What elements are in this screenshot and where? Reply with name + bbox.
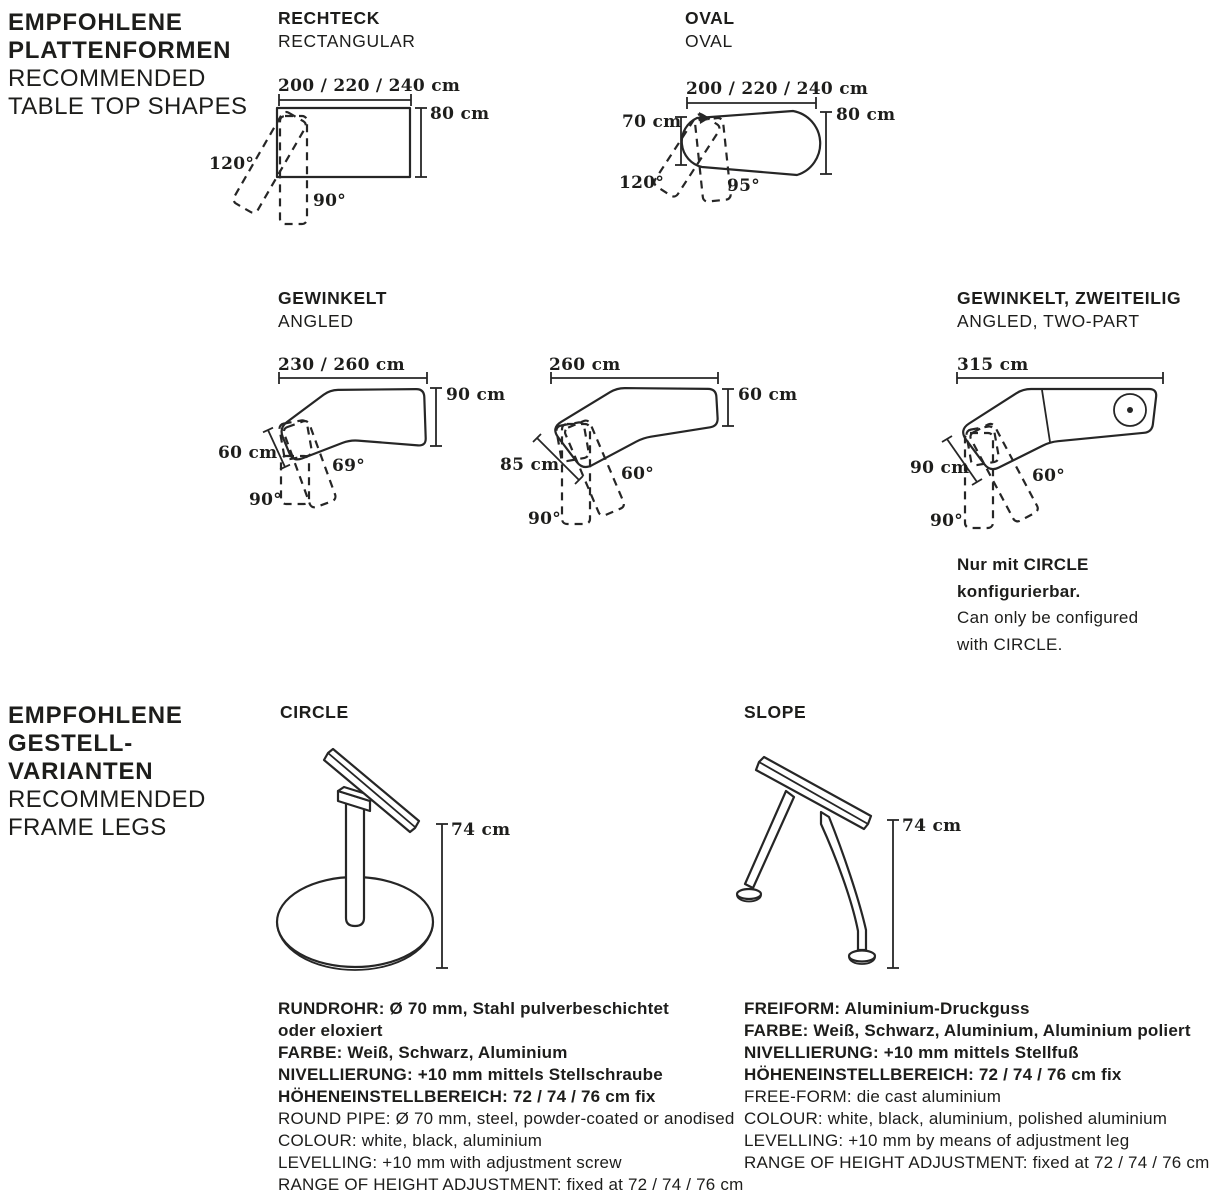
slope-leg-diagram (720, 725, 960, 990)
oval-depth-left-label: 70 cm (622, 112, 682, 132)
slope-spec-en-line: LEVELLING: +10 mm by means of adjustment leg (744, 1131, 1130, 1150)
rechteck-width-label: 200 / 220 / 240 cm (278, 76, 461, 96)
oval-angle-left-label: 120° (619, 173, 665, 193)
gewinkelt1-depth-left-label: 60 cm (218, 443, 278, 463)
slope-spec-de-line: FARBE: Weiß, Schwarz, Aluminium, Aluminium poliert (744, 1021, 1191, 1040)
oval-title-en: OVAL (685, 31, 733, 51)
gewinkelt1-tabletop-outline (282, 389, 426, 459)
gewinkelt-title-en: ANGLED (278, 311, 354, 331)
oval-title-de: OVAL (685, 8, 735, 28)
circle-spec-de-line: NIVELLIERUNG: +10 mm mittels Stellschraube (278, 1065, 663, 1084)
note-de-line: konfigurierbar. (957, 581, 1081, 601)
circle-spec-en-line: RANGE OF HEIGHT ADJUSTMENT: fixed at 72 / 74 / 76 cm (278, 1175, 744, 1194)
circle-spec-de-line: oder eloxiert (278, 1021, 383, 1040)
circle-leg-title: CIRCLE (280, 702, 349, 722)
gewinkelt2-angle-mid-label: 60° (621, 464, 655, 484)
gewinkelt2-width-label: 260 cm (549, 355, 621, 375)
zweiteilig-note (957, 552, 1138, 658)
gewinkelt2-tabletop-outline (555, 388, 717, 467)
slope-spec-de-line: FREIFORM: Aluminium-Druckguss (744, 999, 1030, 1018)
heading-de-line: EMPFOHLENE (8, 9, 183, 36)
frame-legs-section-heading (8, 702, 206, 842)
slope-leg-title: SLOPE (744, 702, 807, 722)
slope-spec-en-line: FREE-FORM: die cast aluminium (744, 1087, 1002, 1106)
oval-title (685, 7, 735, 53)
zweiteilig-title-en: ANGLED, TWO-PART (957, 311, 1140, 331)
zweiteilig-depth-left-label: 90 cm (910, 458, 970, 478)
circle-spec-de-line: FARBE: Weiß, Schwarz, Aluminium (278, 1043, 568, 1062)
rechteck-depth-label: 80 cm (430, 104, 490, 124)
heading-de-line: VARIANTEN (8, 758, 154, 785)
slope-specs (744, 998, 1209, 1174)
zweiteilig-angle-mid-label: 60° (1032, 466, 1066, 486)
slope-left-leg (745, 791, 794, 888)
zweiteilig-angle-left-label: 90° (930, 511, 964, 531)
oval-width-label: 200 / 220 / 240 cm (686, 79, 869, 99)
rechteck-title (278, 7, 416, 53)
slope-spec-de-line: HÖHENEINSTELLBEREICH: 72 / 74 / 76 cm fix (744, 1065, 1122, 1084)
circle-leg-diagram (275, 725, 500, 990)
gewinkelt2-angle-left-label: 90° (528, 509, 562, 529)
gewinkelt2-depth-left-label: 85 cm (500, 455, 560, 475)
gewinkelt1-width-label: 230 / 260 cm (278, 355, 405, 375)
heading-en-line: RECOMMENDED (8, 65, 206, 92)
heading-de-line: PLATTENFORMEN (8, 37, 232, 64)
zweiteilig-diagram (930, 345, 1211, 550)
slope-spec-en-line: RANGE OF HEIGHT ADJUSTMENT: fixed at 72 / 74 / 76 cm (744, 1153, 1210, 1172)
gewinkelt1-depth-right-label: 90 cm (446, 385, 506, 405)
note-de-line: Nur mit CIRCLE (957, 555, 1089, 574)
heading-en-line: FRAME LEGS (8, 814, 167, 841)
slope-right-leg (821, 812, 866, 950)
circle-spec-en-line: LEVELLING: +10 mm with adjustment screw (278, 1153, 622, 1172)
slope-spec-en-line: COLOUR: white, black, aluminium, polished aluminium (744, 1109, 1168, 1128)
gewinkelt-title (278, 287, 387, 333)
oval-depth-right-label: 80 cm (836, 105, 896, 125)
rechteck-title-en: RECTANGULAR (278, 31, 416, 51)
slope-spec-de-line: NIVELLIERUNG: +10 mm mittels Stellfuß (744, 1043, 1079, 1062)
gewinkelt-title-de: GEWINKELT (278, 288, 388, 308)
circle-height-label: 74 cm (451, 820, 511, 840)
gewinkelt1-angle-left-label: 90° (249, 490, 283, 510)
heading-en-line: RECOMMENDED (8, 786, 206, 813)
gewinkelt1-angle-mid-label: 69° (332, 456, 366, 476)
circle-spec-de-line: RUNDROHR: Ø 70 mm, Stahl pulverbeschichtet (278, 999, 669, 1018)
zweiteilig-title-de: GEWINKELT, ZWEITEILIG (957, 288, 1182, 308)
heading-en-line: TABLE TOP SHAPES (8, 93, 248, 120)
slope-left-foot (737, 889, 761, 899)
rechteck-title-de: RECHTECK (278, 8, 381, 28)
rechteck-angle-left-label: 120° (209, 154, 255, 174)
note-en-line: Can only be configured (957, 608, 1139, 627)
circle-column (346, 800, 364, 926)
rechteck-tabletop-outline (277, 108, 410, 177)
oval-angle-right-label: 95° (727, 176, 761, 196)
heading-de-line: EMPFOHLENE (8, 702, 183, 729)
gewinkelt2-depth-right-label: 60 cm (738, 385, 798, 405)
gewinkelt-variant2-diagram (480, 345, 755, 550)
rechteck-angle-right-label: 90° (313, 191, 347, 211)
circle-spec-en-line: ROUND PIPE: Ø 70 mm, steel, powder-coated or anodised (278, 1109, 735, 1128)
zweiteilig-width-label: 315 cm (957, 355, 1029, 375)
circle-spec-en-line: COLOUR: white, black, aluminium (278, 1131, 543, 1150)
circle-specs (278, 998, 743, 1196)
zweiteilig-title (957, 287, 1181, 333)
heading-de-line: GESTELL- (8, 730, 134, 757)
circle-spec-de-line: HÖHENEINSTELLBEREICH: 72 / 74 / 76 cm fix (278, 1087, 656, 1106)
note-en-line: with CIRCLE. (957, 634, 1063, 654)
slope-height-label: 74 cm (902, 816, 962, 836)
slope-right-foot (849, 951, 875, 962)
